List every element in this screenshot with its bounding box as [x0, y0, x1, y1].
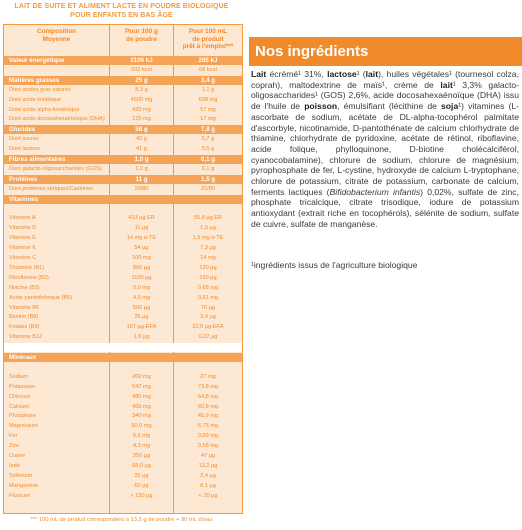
- table-row: [4, 254, 242, 263]
- value-per-100ml: 5,5 g: [201, 146, 215, 153]
- value-per-100g: 8,3 g: [135, 86, 148, 93]
- value-per-100ml: 0,68 mg: [197, 284, 219, 291]
- nutrient-label: Magnésium: [9, 423, 38, 430]
- nutrient-label: Fluorure: [9, 492, 30, 499]
- table-title-line-2: POUR ENFANTS EN BAS ÂGE: [70, 12, 173, 19]
- table-row: [4, 294, 242, 303]
- value-per-100g: 1,0 g: [135, 165, 148, 172]
- value-per-100g: 100 mg: [132, 255, 151, 261]
- value-per-100g: 20/80: [134, 185, 149, 192]
- nutrient-label: Phosphore: [9, 413, 37, 420]
- table-row: [4, 264, 242, 273]
- value-per-100ml: 8,1 µg: [200, 482, 216, 489]
- nutrient-label: Vitamine B12: [9, 334, 43, 341]
- value-per-100ml: 70 µg: [200, 304, 216, 311]
- value-per-100ml: 73,8 mg: [197, 383, 219, 390]
- value-per-100ml: 0,58 mg: [197, 443, 219, 450]
- nutrient-label: Biotine (B8): [9, 314, 39, 321]
- table-row: [4, 284, 242, 293]
- value-per-100ml: 64,8 mg: [197, 393, 219, 400]
- header-per-100ml: Pour 100 mL de produit prêt à l'emploi***: [182, 28, 234, 50]
- value-per-100g: 41 g: [136, 146, 147, 153]
- table-row: [4, 323, 242, 332]
- table-section-row: [4, 125, 242, 134]
- table-section-row: [4, 76, 242, 85]
- table-row: [4, 274, 242, 283]
- value-per-100g: 4,5 mg: [132, 294, 151, 301]
- table-row: [4, 492, 242, 501]
- table-row: [4, 66, 242, 75]
- header-per-100g: Pour 100 g de poudre: [125, 28, 158, 43]
- nutrient-label: Niacine (B3): [9, 284, 40, 291]
- table-row: [4, 403, 242, 412]
- value-per-100ml: 0,61 mg: [197, 294, 219, 301]
- table-row: [4, 432, 242, 441]
- value-per-100g: 480 mg: [132, 393, 151, 400]
- value-per-100g: 890 µg: [132, 264, 151, 271]
- value-per-100ml: 6,75 mg: [197, 423, 219, 430]
- value-per-100ml: 1,5 g: [200, 175, 216, 183]
- value-per-100g: 25 g: [135, 76, 148, 84]
- value-per-100g: 350 µg: [132, 453, 151, 459]
- value-per-100g: 4,3 mg: [132, 443, 151, 450]
- value-per-100ml: 0,1 g: [200, 156, 216, 163]
- table-row: [4, 185, 242, 194]
- value-per-100ml: 17 mg: [200, 116, 216, 123]
- nutrient-label: Folates (B9): [9, 324, 40, 331]
- value-per-100ml: 60,8 mg: [197, 403, 219, 410]
- nutrient-label: Thiamine (B1): [9, 264, 45, 271]
- table-section-row: [4, 353, 242, 362]
- value-per-100ml: 14 mg: [200, 255, 216, 261]
- value-per-100g: 42 g: [136, 136, 147, 143]
- value-per-100ml: 1,1 g: [201, 86, 215, 93]
- nutrient-label: Sélénium: [9, 472, 33, 479]
- value-per-100g: 503 kcal: [131, 66, 152, 73]
- nutrient-label: Vitamine D: [9, 225, 37, 232]
- value-per-100ml: 3,4 µg: [200, 472, 216, 479]
- value-per-100g: 420 mg: [132, 106, 151, 113]
- table-title-line-1: LAIT DE SUITE ET ALIMENT LACTE EN POUDRE BIOLOGIQUE: [14, 3, 229, 10]
- value-per-100g: 5,0 mg: [132, 284, 151, 291]
- table-row: [4, 205, 242, 214]
- value-per-100g: < 150 µg: [130, 492, 153, 499]
- nutrient-label: Vitamine K: [9, 245, 36, 252]
- nutrient-label: Vitamine E: [9, 235, 36, 242]
- nutrient-label: Chlorure: [9, 393, 31, 400]
- table-row: [4, 472, 242, 481]
- value-per-100ml: 7,8 g: [200, 126, 216, 134]
- nutrient-label: Zinc: [9, 443, 20, 450]
- value-per-100ml: 0,22 µg: [198, 334, 218, 341]
- nutrient-label: Manganèse: [9, 482, 39, 489]
- table-title: [0, 2, 243, 20]
- table-row: [4, 106, 242, 115]
- value-per-100ml: 3,4 µg: [200, 314, 216, 321]
- nutrient-label: Dont sucres: [9, 136, 39, 143]
- header-composition: Composition Moyenne: [36, 28, 77, 43]
- nutrient-label: Iode: [9, 462, 20, 469]
- table-row: [4, 165, 242, 174]
- value-per-100g: 11 µg: [134, 225, 149, 232]
- nutrient-label: Dont acide alpha-linolénique: [9, 106, 80, 113]
- value-per-100ml: 285 kJ: [198, 57, 218, 64]
- value-per-100ml: 1,9 mg α-TE: [192, 235, 224, 242]
- value-per-100ml: 0,89 mg: [197, 433, 219, 440]
- nutrient-label: Cuivre: [9, 453, 26, 459]
- value-per-100g: 14 mg α-TE: [126, 235, 157, 242]
- table-row: [4, 145, 242, 154]
- nutrient-label: Fibres alimentaires: [9, 156, 66, 163]
- table-section-row: [4, 155, 242, 164]
- value-per-100g: 500 µg: [132, 304, 151, 311]
- table-row: [4, 115, 242, 124]
- value-per-100g: 200 mg: [132, 373, 151, 380]
- value-per-100ml: 608 mg: [198, 96, 218, 103]
- nutrition-table: [3, 24, 243, 514]
- nutrient-label: Protéines: [9, 175, 38, 183]
- value-per-100g: 450 mg: [132, 403, 151, 410]
- table-row: [4, 442, 242, 451]
- table-row: [4, 422, 242, 431]
- table-row: [4, 482, 242, 491]
- value-per-100g: 58 g: [135, 126, 148, 134]
- table-row: [4, 135, 242, 144]
- table-section-row: [4, 56, 242, 65]
- nutrient-label: Vitamine C: [9, 255, 37, 261]
- nutrient-label: Fer: [9, 433, 18, 440]
- value-per-100ml: 27 mg: [200, 373, 216, 380]
- value-per-100g: 167 µg-EFA: [126, 324, 157, 331]
- table-row: [4, 304, 242, 313]
- table-footnote: *** 100 mL de produit correspondent à 13,5 g de poudre + 90 mL d'eau: [30, 517, 213, 523]
- table-row: [4, 234, 242, 243]
- value-per-100g: 60 µg: [134, 482, 149, 489]
- value-per-100g: 6,6 mg: [132, 433, 151, 440]
- value-per-100ml: 3,4 g: [200, 76, 216, 84]
- value-per-100ml: < 20 µg: [198, 492, 218, 499]
- value-per-100g: 125 mg: [132, 116, 151, 123]
- value-per-100ml: 150 µg: [199, 274, 217, 281]
- ingredients-title: Nos ingrédients: [255, 43, 369, 60]
- value-per-100g: 54 µg: [134, 245, 149, 252]
- value-per-100ml: 45,9 mg: [197, 413, 219, 420]
- ingredients-footnote: ¹ingrédients issus de l'agriculture biologique: [251, 260, 418, 270]
- value-per-100ml: 22,5 µg-EFA: [192, 324, 224, 331]
- table-row: [4, 96, 242, 105]
- ingredients-header: [249, 37, 522, 66]
- nutrient-label: Dont galacto-oligosaccharides (GOS): [9, 165, 102, 172]
- nutrient-label: Glucides: [9, 126, 36, 134]
- nutrient-label: Potassium: [9, 383, 36, 390]
- value-per-100g: 25 µg: [134, 472, 149, 479]
- table-row: [4, 313, 242, 322]
- ingredients-list: Lait écrémé¹ 31%, lactose¹ (lait), huiles végétales¹ (tournesol colza, coprah), maltodextrine de maïs¹, crème de lait¹ 3,3% galacto-oligosaccharides¹ (GOS) 2,6%, acide docosahexaénoïque (DHA) issu de l'huile de poisson, émulsifiant (lécithine de soja¹) vitamines (L-ascorbate de sodium, acétate de DL-alpha-tocophérol palmitate d'ascorbyle, nicotinamide, D-pantothénate de calcium chlorhydrate de thiamine, chlorhydrate de pyridoxine, acétate de rétinol, riboflavine, acide folique, phylloquinone, D-biotine cholécalciférol, cyanocobalamine), chlorure de sodium, chlorure de magnésium, pyrophosphate de fer, L-cystine, hydroxyde de calcium L-tryptophane, chlorure de potassium, citrate de potassium, carbonate de calcium, ferments lactiques (Bifidobacterium infantis) 0,02%, sulfate de zinc, phosphate tricalcique, citrate trisodique, iodure de potassium antioxydant (extrait riche en tocophérols), sélénite de sodium, sulfate de cuivre, sulfate de manganèse.: [251, 69, 519, 229]
- nutrient-label: Minéraux: [9, 354, 37, 361]
- nutrient-label: Sodium: [9, 373, 28, 380]
- value-per-100g: 98,0 µg: [132, 462, 151, 469]
- nutrient-label: Dont lactose: [9, 146, 41, 153]
- value-per-100ml: 57 mg: [200, 106, 216, 113]
- value-per-100g: 413 µg ER: [128, 215, 155, 222]
- table-row: [4, 224, 242, 233]
- value-per-100ml: 1,5 µg: [200, 225, 216, 232]
- value-per-100g: 50,0 mg: [131, 423, 152, 430]
- table-row: [4, 462, 242, 471]
- table-row: [4, 393, 242, 402]
- nutrient-label: Dont acide linoléique: [9, 96, 61, 103]
- table-row: [4, 86, 242, 95]
- nutrient-label: Valeur énergétique: [9, 57, 65, 64]
- nutrient-label: Dont protéines sériques/Caséines: [9, 185, 93, 192]
- value-per-100ml: 47 µg: [200, 453, 216, 459]
- table-row: [4, 383, 242, 392]
- nutrient-label: Riboflavine (B2): [9, 274, 49, 281]
- value-per-100g: 1,6 µg: [133, 334, 150, 341]
- value-per-100g: 547 mg: [132, 383, 151, 390]
- table-row: [4, 363, 242, 372]
- value-per-100g: 4500 mg: [130, 96, 153, 103]
- nutrient-label: Calcium: [9, 403, 30, 410]
- nutrient-label: Vitamine B6: [9, 304, 40, 311]
- nutrient-label: Dont acide docosahexaénoïque (DHA): [9, 116, 105, 123]
- value-per-100ml: 0,1 g: [201, 165, 215, 172]
- value-per-100g: 1,0 g: [134, 156, 149, 163]
- nutrient-label: Dont acides gras saturés: [9, 86, 71, 93]
- value-per-100ml: 120 µg: [199, 264, 217, 271]
- table-section-row: [4, 195, 242, 204]
- table-row: [4, 373, 242, 382]
- table-row: [4, 244, 242, 253]
- value-per-100g: 340 mg: [132, 413, 151, 420]
- value-per-100g: 2106 kJ: [130, 57, 153, 64]
- value-per-100g: 11 g: [135, 175, 148, 183]
- value-per-100ml: 55,8 µg ER: [193, 215, 223, 222]
- table-row: [4, 333, 242, 342]
- nutrient-label: Matières grasses: [9, 76, 60, 84]
- table-row: [4, 412, 242, 421]
- value-per-100ml: 5,7 g: [201, 136, 215, 143]
- value-per-100ml: 68 kcal: [199, 66, 217, 73]
- value-per-100g: 25 µg: [134, 314, 149, 321]
- value-per-100ml: 7,3 µg: [200, 245, 216, 252]
- table-section-row: [4, 175, 242, 184]
- value-per-100ml: 20/80: [201, 185, 215, 192]
- value-per-100ml: 13,2 µg: [198, 462, 218, 469]
- nutrient-label: Vitamines: [9, 195, 39, 203]
- table-row: [4, 214, 242, 223]
- value-per-100g: 1100 µg: [131, 274, 152, 281]
- nutrient-label: Vitamine A: [9, 215, 36, 222]
- nutrient-label: Acide pantothénique (B5): [9, 294, 73, 301]
- table-row: [4, 343, 242, 352]
- nutrition-table-panel: [0, 0, 243, 530]
- table-row: [4, 452, 242, 461]
